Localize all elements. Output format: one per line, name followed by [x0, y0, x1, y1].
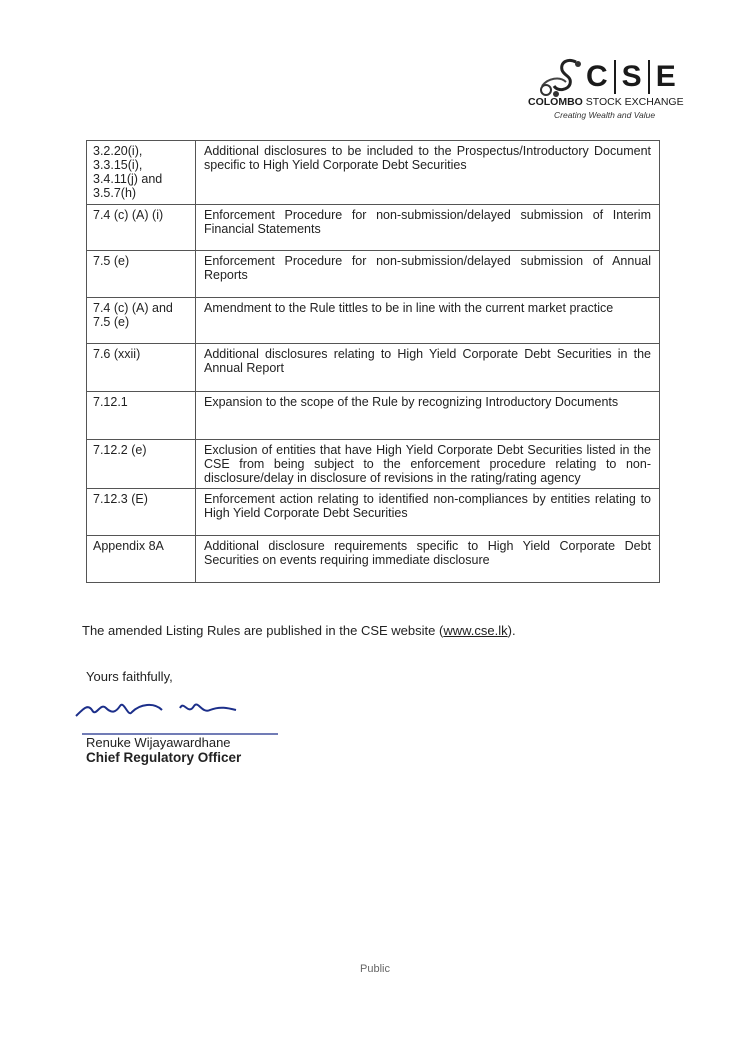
table-row — [87, 536, 660, 583]
rule-number-cell: Appendix 8A — [87, 536, 196, 583]
rule-description-cell: Enforcement action relating to identified non-compliances by entities relating to High Yield Corporate Debt Securities — [196, 489, 660, 536]
table-row — [87, 489, 660, 536]
cse-letters — [586, 60, 682, 94]
rule-number-cell: 7.12.3 (E) — [87, 489, 196, 536]
table-row — [87, 141, 660, 205]
website-note — [82, 623, 516, 638]
logo-name-rest: STOCK EXCHANGE — [582, 96, 684, 108]
rule-description-cell: Additional disclosures to be included to the Prospectus/Introductory Document specific to High Yield Corporate Debt Securities — [196, 141, 660, 205]
rule-description-cell: Additional disclosures relating to High Yield Corporate Debt Securities in the Annual Report — [196, 344, 660, 392]
rule-number-cell: 7.6 (xxii) — [87, 344, 196, 392]
table-row — [87, 251, 660, 298]
signature-icon — [70, 690, 280, 738]
table-row — [87, 344, 660, 392]
table-row — [87, 440, 660, 489]
signer-name: Renuke Wijayawardhane — [86, 735, 231, 750]
logo-name-bold: COLOMBO — [528, 96, 583, 108]
rule-description-cell: Expansion to the scope of the Rule by recognizing Introductory Documents — [196, 392, 660, 440]
rule-description-cell: Amendment to the Rule tittles to be in line with the current market practice — [196, 298, 660, 344]
table-row — [87, 205, 660, 251]
rule-number-cell: 7.5 (e) — [87, 251, 196, 298]
closing-salutation: Yours faithfully, — [86, 669, 173, 684]
note-text: The amended Listing Rules are published in the CSE website ( — [82, 623, 444, 638]
rule-description-cell: Exclusion of entities that have High Yield Corporate Debt Securities listed in the CSE from being subject to the enforcement procedure relating to non-disclosure/delay in disclosure of revisions in the rating/rating agency — [196, 440, 660, 489]
rule-description-cell: Enforcement Procedure for non-submission/delayed submission of Interim Financial Statements — [196, 205, 660, 251]
logo-tagline: Creating Wealth and Value — [554, 110, 656, 120]
cse-swirl-icon — [532, 56, 588, 98]
cse-website-link[interactable]: www.cse.lk — [443, 623, 508, 638]
signer-title: Chief Regulatory Officer — [86, 750, 242, 765]
logo-letter-s: S — [614, 60, 648, 94]
logo-name — [528, 96, 684, 108]
rule-number-cell: 7.4 (c) (A) (i) — [87, 205, 196, 251]
rule-description-cell: Additional disclosure requirements specific to High Yield Corporate Debt Securities on events requiring immediate disclosure — [196, 536, 660, 583]
logo-letter-e: E — [648, 60, 682, 94]
rule-number-cell: 7.4 (c) (A) and 7.5 (e) — [87, 298, 196, 344]
note-suffix: ). — [507, 623, 516, 638]
classification-footer: Public — [360, 963, 390, 975]
rule-number-cell: 7.12.2 (e) — [87, 440, 196, 489]
cse-logo — [524, 52, 684, 124]
logo-letter-c: C — [586, 60, 608, 93]
rule-number-cell: 3.2.20(i), 3.3.15(i), 3.4.11(j) and 3.5.7(h) — [87, 141, 196, 205]
rule-number-cell: 7.12.1 — [87, 392, 196, 440]
rules-table-body — [87, 141, 660, 583]
rule-description-cell: Enforcement Procedure for non-submission/delayed submission of Annual Reports — [196, 251, 660, 298]
table-row — [87, 298, 660, 344]
table-row — [87, 392, 660, 440]
rules-table — [86, 140, 660, 583]
